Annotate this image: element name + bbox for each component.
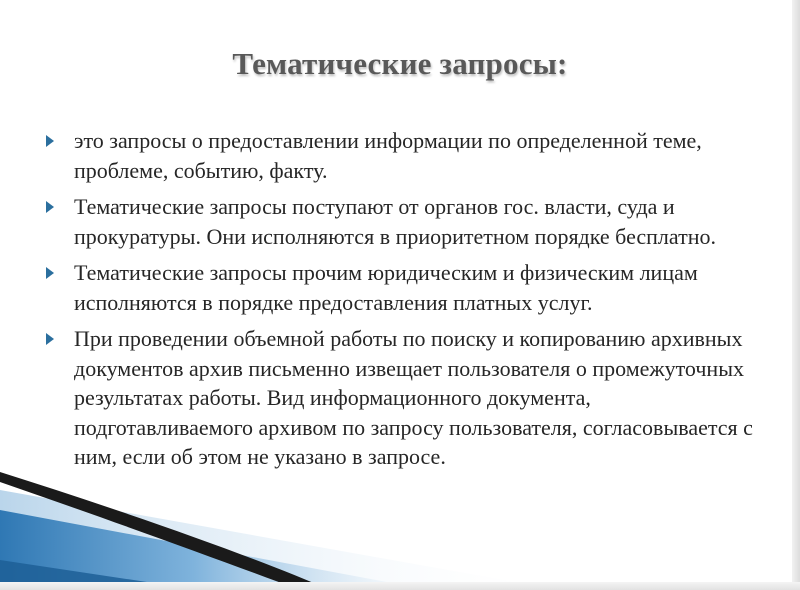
list-item-text: Тематические запросы поступают от органов гос. власти, суда и прокуратуры. Они исполняются в приоритетном порядке бесплатно. — [74, 194, 716, 249]
slide-frame-bottom — [0, 582, 800, 590]
bullet-list — [46, 126, 766, 479]
list-item — [46, 324, 766, 472]
triangle-bullet-icon — [46, 201, 54, 213]
triangle-bullet-icon — [46, 333, 54, 345]
decorative-swoosh — [0, 470, 800, 590]
list-item — [46, 258, 766, 317]
slide-frame-right — [792, 0, 800, 590]
triangle-bullet-icon — [46, 135, 54, 147]
list-item — [46, 192, 766, 251]
list-item-text: При проведении объемной работы по поиску и копированию архивных документов архив письменно извещает пользователя о промежуточных результатах работы. Вид информационного документа, подготавливаемого архивом по запросу пользователя, согласовывается с ним, если об этом не указано в запросе. — [74, 326, 753, 469]
list-item-text: это запросы о предоставлении информации по определенной теме, проблеме, событию, факту. — [74, 128, 702, 183]
list-item — [46, 126, 766, 185]
triangle-bullet-icon — [46, 267, 54, 279]
slide-title: Тематические запросы: — [232, 46, 568, 81]
list-item-text: Тематические запросы прочим юридическим и физическим лицам исполняются в порядке предоставления платных услуг. — [74, 260, 698, 315]
